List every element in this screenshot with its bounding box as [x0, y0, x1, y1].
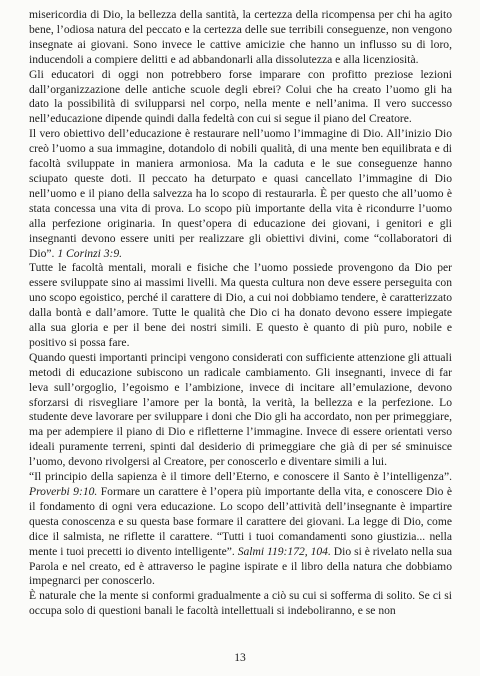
text-run: Formare un carattere è l’opera più importante della vita, e conoscere Dio è il fondamento di ogni vera educazione. Lo scopo dell’attività dell’insegnante è impartire questa conoscenza e su questa base formare il carattere dei giovani. La legge di Dio, come dice il salmista, ne riflette il carattere. “Tutti i tuoi comandamenti sono giustizia... nella mente i tuoi precetti io divento intelligente”.: [29, 485, 452, 558]
text-run: Quando questi importanti principi vengono considerati con sufficiente attenzione gli attuali metodi di educazione subiscono un radicale cambiamento. Gli insegnanti, invece di far leva sull’orgoglio, l’egoismo e l’ambizione, invece di incitare all’emulazione, devono sforzarsi di risvegliare l’amore per la bontà, la verità, la bellezza e la perfezione. Lo studente deve lavorare per sviluppare i doni che Dio gli ha accordato, non per primeggiare, ma per adempiere il piano di Dio e rifletterne l’immagine. Invece di essere orientati verso ideali puramente terreni, spinti dal desiderio di primeggiare che già di per sé sminuisce l’uomo, devono rivolgersi al Creatore, per conoscerlo e diventare simili a lui.: [29, 350, 452, 469]
paragraph: [29, 68, 452, 128]
scripture-reference: Proverbi 9:10.: [29, 485, 98, 498]
paragraph: [29, 351, 452, 470]
text-run: “Il principio della sapienza è il timore dell’Eterno, e conoscere il Santo è l’intelligenza”.: [29, 470, 452, 484]
text-run: Tutte le facoltà mentali, morali e fisiche che l’uomo possiede provengono da Dio per essere sviluppate sino ai massimi livelli. Ma questa cultura non deve essere perseguita con uno scopo egoistico, perché il carattere di Dio, a cui noi dobbiamo tendere, è caratterizzato dalla bontà e dall’amore. Tutte le qualità che Dio ci ha donato devono essere impiegate alla sua gloria e per il bene dei nostri simili. E questo è quanto di più puro, nobile e positivo si possa fare.: [29, 261, 452, 349]
text-run: È naturale che la mente si conformi gradualmente a ciò su cui si sofferma di solito. Se ci si occupa solo di questioni banali le facoltà intellettuali si indeboliranno, e se non: [29, 589, 452, 618]
text-run: Dio si è rivelato nella sua Parola e nel creato, ed è attraverso le pagine ispirate e il libro della natura che dobbiamo impegnarci per conoscerlo.: [29, 544, 452, 588]
text-run: Gli educatori di oggi non potrebbero forse imparare con profitto preziose lezioni dall’organizzazione delle antiche scuole degli ebrei? Colui che ha creato l’uomo gli ha dato la possibilità di svilupparsi nel corpo, nella mente e nell’anima. Il vero successo nell’educazione dipende quindi dalla fedeltà con cui si segue il piano del Creatore.: [29, 67, 452, 126]
paragraph: [29, 589, 452, 619]
page-number: 13: [234, 651, 246, 664]
paragraph: [29, 127, 452, 261]
paragraph: [29, 470, 452, 589]
scripture-reference: Salmi 119:172, 104.: [237, 544, 331, 558]
text-run: misericordia di Dio, la bellezza della santità, la certezza della ricompensa per chi ha agito bene, l’odiosa natura del peccato e la certezza delle sue terribili conseguenze, non vengono insegnate ai giovani. Sono invece le cattive amicizie che hanno un influsso su di loro, inducendoli a compiere delitti e ad abbandonarli alla dissolutezza e alla licenziosità.: [29, 8, 452, 66]
paragraph: [29, 8, 452, 68]
text-run: Il vero obiettivo dell’educazione è restaurare nell’uomo l’immagine di Dio. All’inizio Dio creò l’uomo a sua immagine, dotandolo di nobili qualità, di una mente ben equilibrata e di facoltà sviluppate in maniera armoniosa. Ma la caduta e le sue conseguenze hanno sciupato queste doti. Il peccato ha deturpato e quasi cancellato l’immagine di Dio nell’uomo e il piano della salvezza ha lo scopo di restaurarla. È per questo che all’uomo è stata concessa una vita di prova. Lo scopo più importante della vita è ricondurre l’uomo alla perfezione originaria. In quest’opera di educazione dei giovani, i genitori e gli insegnanti devono essere uniti per realizzare gli obiettivi divini, come “collaboratori di Dio”.: [29, 127, 452, 260]
body-text: [29, 8, 452, 619]
paragraph: [29, 261, 452, 350]
scripture-reference: 1 Corinzi 3:9.: [57, 246, 123, 260]
